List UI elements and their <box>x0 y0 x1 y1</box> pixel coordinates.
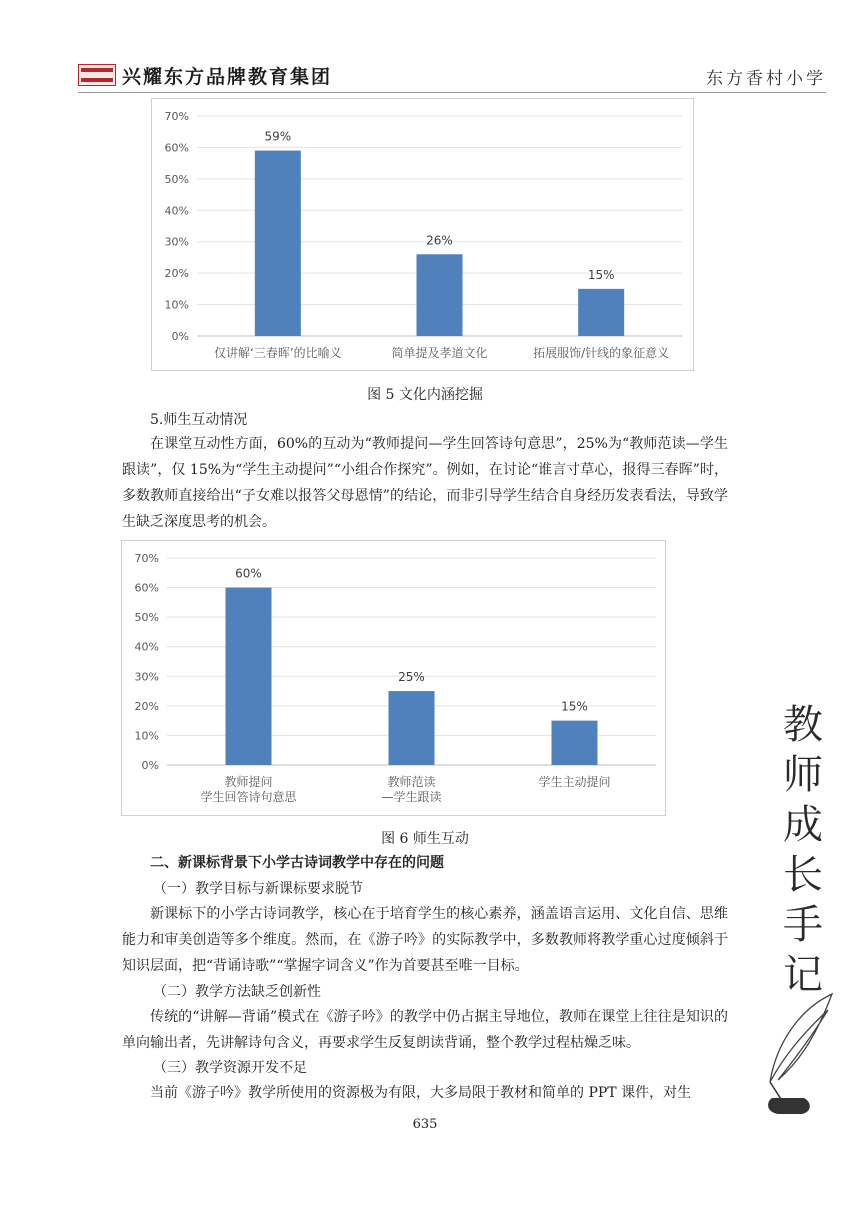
y-tick-label: 20% <box>164 267 189 281</box>
subsection-2-heading: （二）教学方法缺乏创新性 <box>153 984 321 1000</box>
side-title-char: 教 <box>783 702 823 748</box>
subsection-2-paragraph: 传统的“讲解—背诵”模式在《游子吟》的教学中仍占据主导地位，教师在课堂上往往是知识的单向输出者，先讲解诗句含义，再要求学生反复朗读背诵，整个教学过程枯燥乏味。 <box>122 1009 728 1051</box>
bar <box>417 254 463 336</box>
y-tick-label: 40% <box>134 640 159 654</box>
bar <box>226 588 272 765</box>
data-label: 25% <box>398 670 425 685</box>
school-name: 东方香村小学 <box>706 69 826 89</box>
side-title-char: 师 <box>783 752 823 798</box>
brand-logo <box>78 64 116 86</box>
category-label: 教师提问 <box>224 775 273 789</box>
side-title <box>778 700 828 1000</box>
y-tick-label: 30% <box>134 670 159 684</box>
subsection-3-paragraph: 当前《游子吟》教学所使用的资源极为有限，大多局限于教材和简单的 PPT 课件，对生 <box>150 1085 692 1101</box>
chart-teacher-student-interaction <box>121 540 666 816</box>
y-tick-label: 40% <box>164 204 189 218</box>
bar <box>578 289 624 336</box>
y-tick-label: 10% <box>134 729 159 743</box>
brand-name: 兴耀东方品牌教育集团 <box>122 66 333 88</box>
data-label: 15% <box>587 267 615 282</box>
quill-pen-icon <box>758 990 838 1120</box>
category-label: 拓展服饰/针线的象征意义 <box>533 346 670 360</box>
chart-culture-connotation-svg <box>152 99 695 372</box>
chart-teacher-student-interaction-svg <box>122 541 667 817</box>
category-label: 教师范读 <box>387 775 436 789</box>
category-label: 仅讲解‘三春晖’的比喻义 <box>214 346 342 360</box>
y-tick-label: 0% <box>171 330 189 343</box>
section-5-heading: 5.师生互动情况 <box>150 412 248 428</box>
category-label: 学生主动提问 <box>538 775 611 789</box>
bar <box>255 151 301 336</box>
side-title-char: 长 <box>783 852 823 898</box>
side-title-char: 记 <box>783 952 823 998</box>
section-2-heading: 二、新课标背景下小学古诗词教学中存在的问题 <box>150 855 444 871</box>
figure-6-caption: 图 6 师生互动 <box>381 831 469 847</box>
subsection-1-paragraph: 新课标下的小学古诗词教学，核心在于培育学生的核心素养，涵盖语言运用、文化自信、思维能力和审美创造等多个维度。然而，在《游子吟》的实际教学中，多数教师将教学重心过度倾斜于知识层面，把“背诵诗歌”“掌握字词含义”作为首要甚至唯一目标。 <box>122 906 728 974</box>
y-tick-label: 20% <box>134 699 159 713</box>
y-tick-label: 50% <box>134 611 159 625</box>
subsection-1-heading: （一）教学目标与新课标要求脱节 <box>153 881 363 897</box>
page-number: 635 <box>412 1117 438 1132</box>
category-label: —学生跟读 <box>381 790 442 804</box>
y-tick-label: 30% <box>164 235 189 249</box>
side-title-char: 成 <box>783 802 823 848</box>
section-5-paragraph: 在课堂互动性方面，60%的互动为“教师提问—学生回答诗句意思”，25%为“教师范读—学生跟读”，仅 15%为“学生主动提问”“小组合作探究”。例如，在讨论“谁言寸草心，报得三春晖”时，多数教师直接给出“子女难以报答父母恩情”的结论，而非引导学生结合自身经历发表看法，导致学生缺乏深度思考的机会。 <box>122 436 728 530</box>
chart-culture-connotation <box>151 98 694 371</box>
category-label: 学生回答诗句意思 <box>200 790 297 804</box>
data-label: 59% <box>264 129 292 144</box>
subsection-3-heading: （三）教学资源开发不足 <box>153 1060 307 1076</box>
y-tick-label: 70% <box>164 110 189 123</box>
data-label: 26% <box>426 233 453 248</box>
header-divider <box>78 92 826 93</box>
y-tick-label: 0% <box>141 759 159 772</box>
y-tick-label: 60% <box>164 141 189 155</box>
data-label: 60% <box>235 566 262 581</box>
bar <box>389 691 435 765</box>
side-title-char: 手 <box>783 902 823 948</box>
y-tick-label: 10% <box>164 298 189 312</box>
y-tick-label: 70% <box>134 552 159 565</box>
data-label: 15% <box>561 699 588 714</box>
y-tick-label: 60% <box>134 581 159 595</box>
figure-5-caption: 图 5 文化内涵挖掘 <box>367 387 483 403</box>
bar <box>552 721 598 765</box>
category-label: 简单提及孝道文化 <box>391 346 488 360</box>
y-tick-label: 50% <box>164 172 189 186</box>
